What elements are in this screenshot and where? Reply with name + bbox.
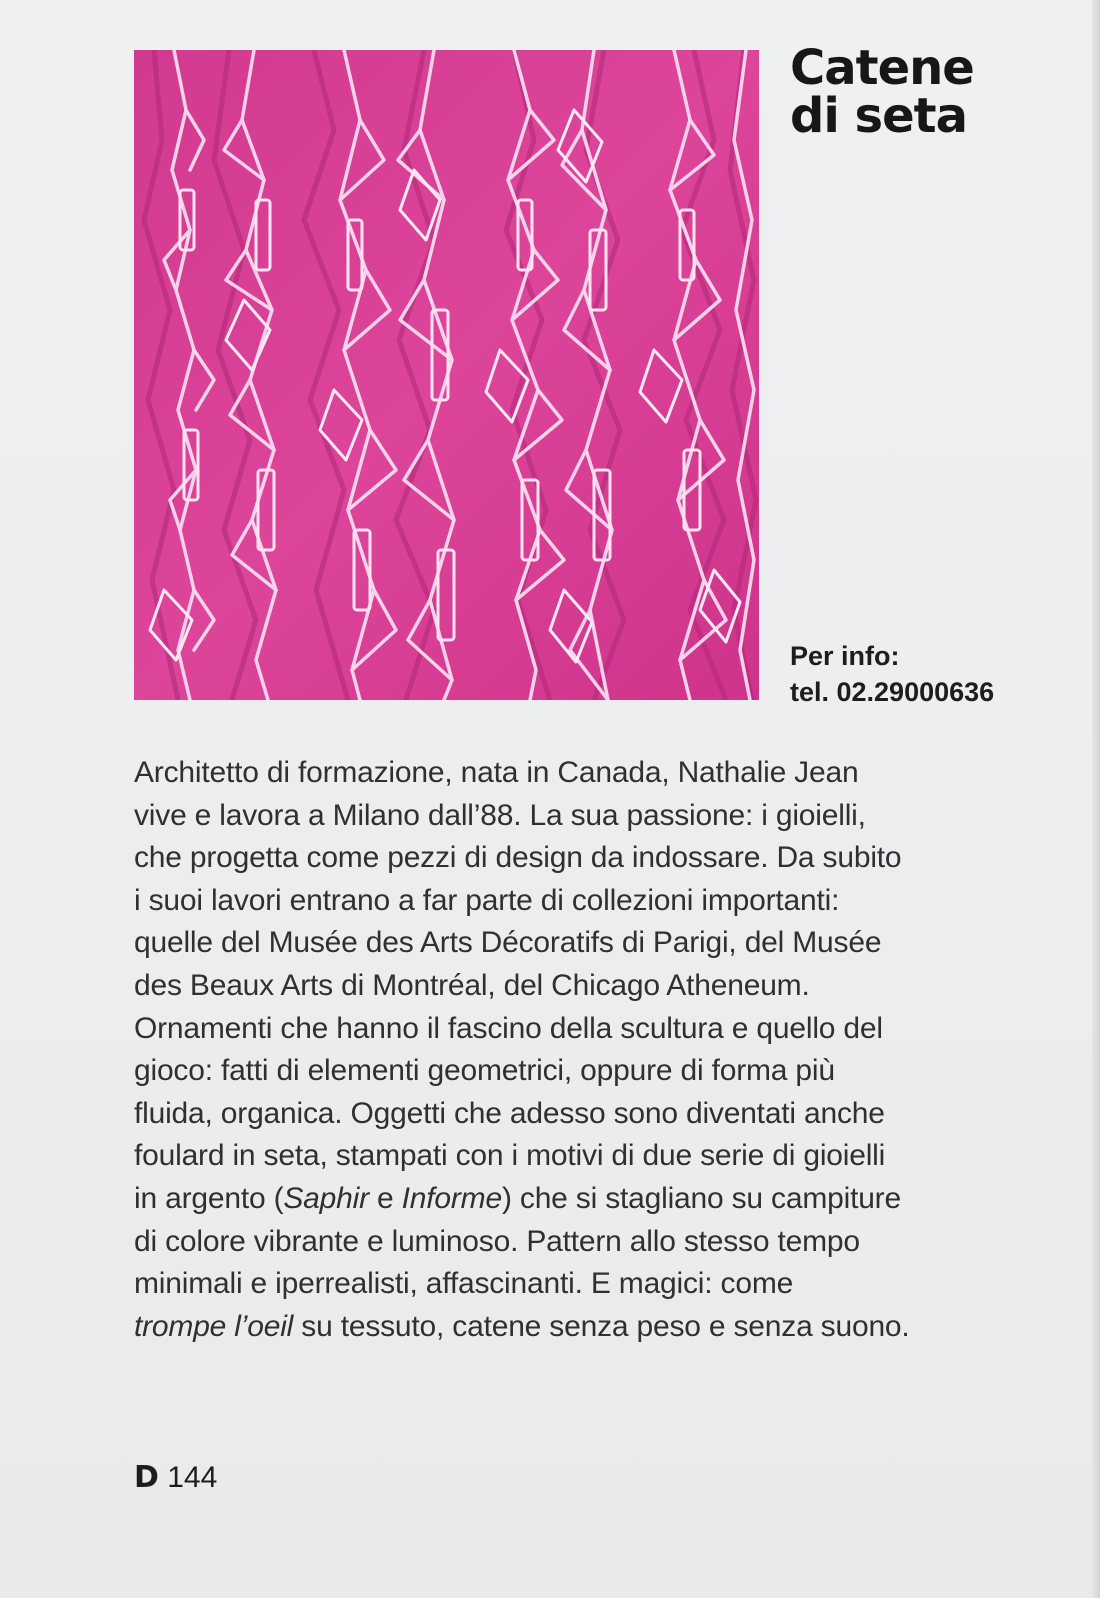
body-line: che progetta come pezzi di design da indossare. Da subito: [134, 841, 902, 875]
body-line: gioco: fatti di elementi geometrici, oppure di forma più: [134, 1054, 835, 1088]
body-line: des Beaux Arts di Montréal, del Chicago Atheneum.: [134, 968, 810, 1002]
article-body: [134, 752, 1054, 1348]
body-text-run: e: [368, 1181, 402, 1215]
page-edge: [1092, 0, 1100, 1598]
info-phone: tel. 02.29000636: [790, 677, 995, 707]
contact-info: [790, 638, 994, 710]
page-folio: [134, 1458, 217, 1498]
body-line: [134, 1178, 1054, 1221]
body-line: i suoi lavori entrano a far parte di collezioni importanti:: [134, 883, 840, 917]
body-line: fluida, organica. Oggetti che adesso sono diventati anche: [134, 1096, 885, 1130]
info-label: Per info:: [790, 641, 900, 671]
article-title-line-2: di seta: [790, 88, 967, 144]
body-line: minimali e iperrealisti, affascinanti. E magici: come: [134, 1267, 794, 1301]
term-trompe-loeil: trompe l’oeil: [134, 1309, 294, 1343]
body-line: foulard in seta, stampati con i motivi di due serie di gioielli: [134, 1139, 886, 1173]
body-text-run: ) che si stagliano su campiture: [501, 1181, 901, 1215]
collection-name-informe: Informe: [401, 1181, 502, 1215]
body-line: quelle del Musée des Arts Décoratifs di Parigi, del Musée: [134, 926, 882, 960]
body-line: [134, 1306, 1054, 1349]
body-text-run: in argento (: [134, 1181, 284, 1215]
article-title: [790, 40, 974, 144]
magazine-logo: D: [134, 1460, 159, 1495]
chain-pattern-illustration: [134, 50, 759, 700]
article-title-line-1: Catene: [790, 40, 974, 96]
body-line: vive e lavora a Milano dall’88. La sua passione: i gioielli,: [134, 798, 866, 832]
body-line: Ornamenti che hanno il fascino della scultura e quello del: [134, 1011, 883, 1045]
collection-name-saphir: Saphir: [283, 1181, 369, 1215]
page-number: 144: [167, 1461, 218, 1494]
silk-scarf-photo: [134, 50, 759, 700]
body-line: Architetto di formazione, nata in Canada, Nathalie Jean: [134, 756, 859, 789]
body-line: di colore vibrante e luminoso. Pattern allo stesso tempo: [134, 1224, 860, 1258]
body-text-run: su tessuto, catene senza peso e senza suono.: [293, 1309, 910, 1343]
